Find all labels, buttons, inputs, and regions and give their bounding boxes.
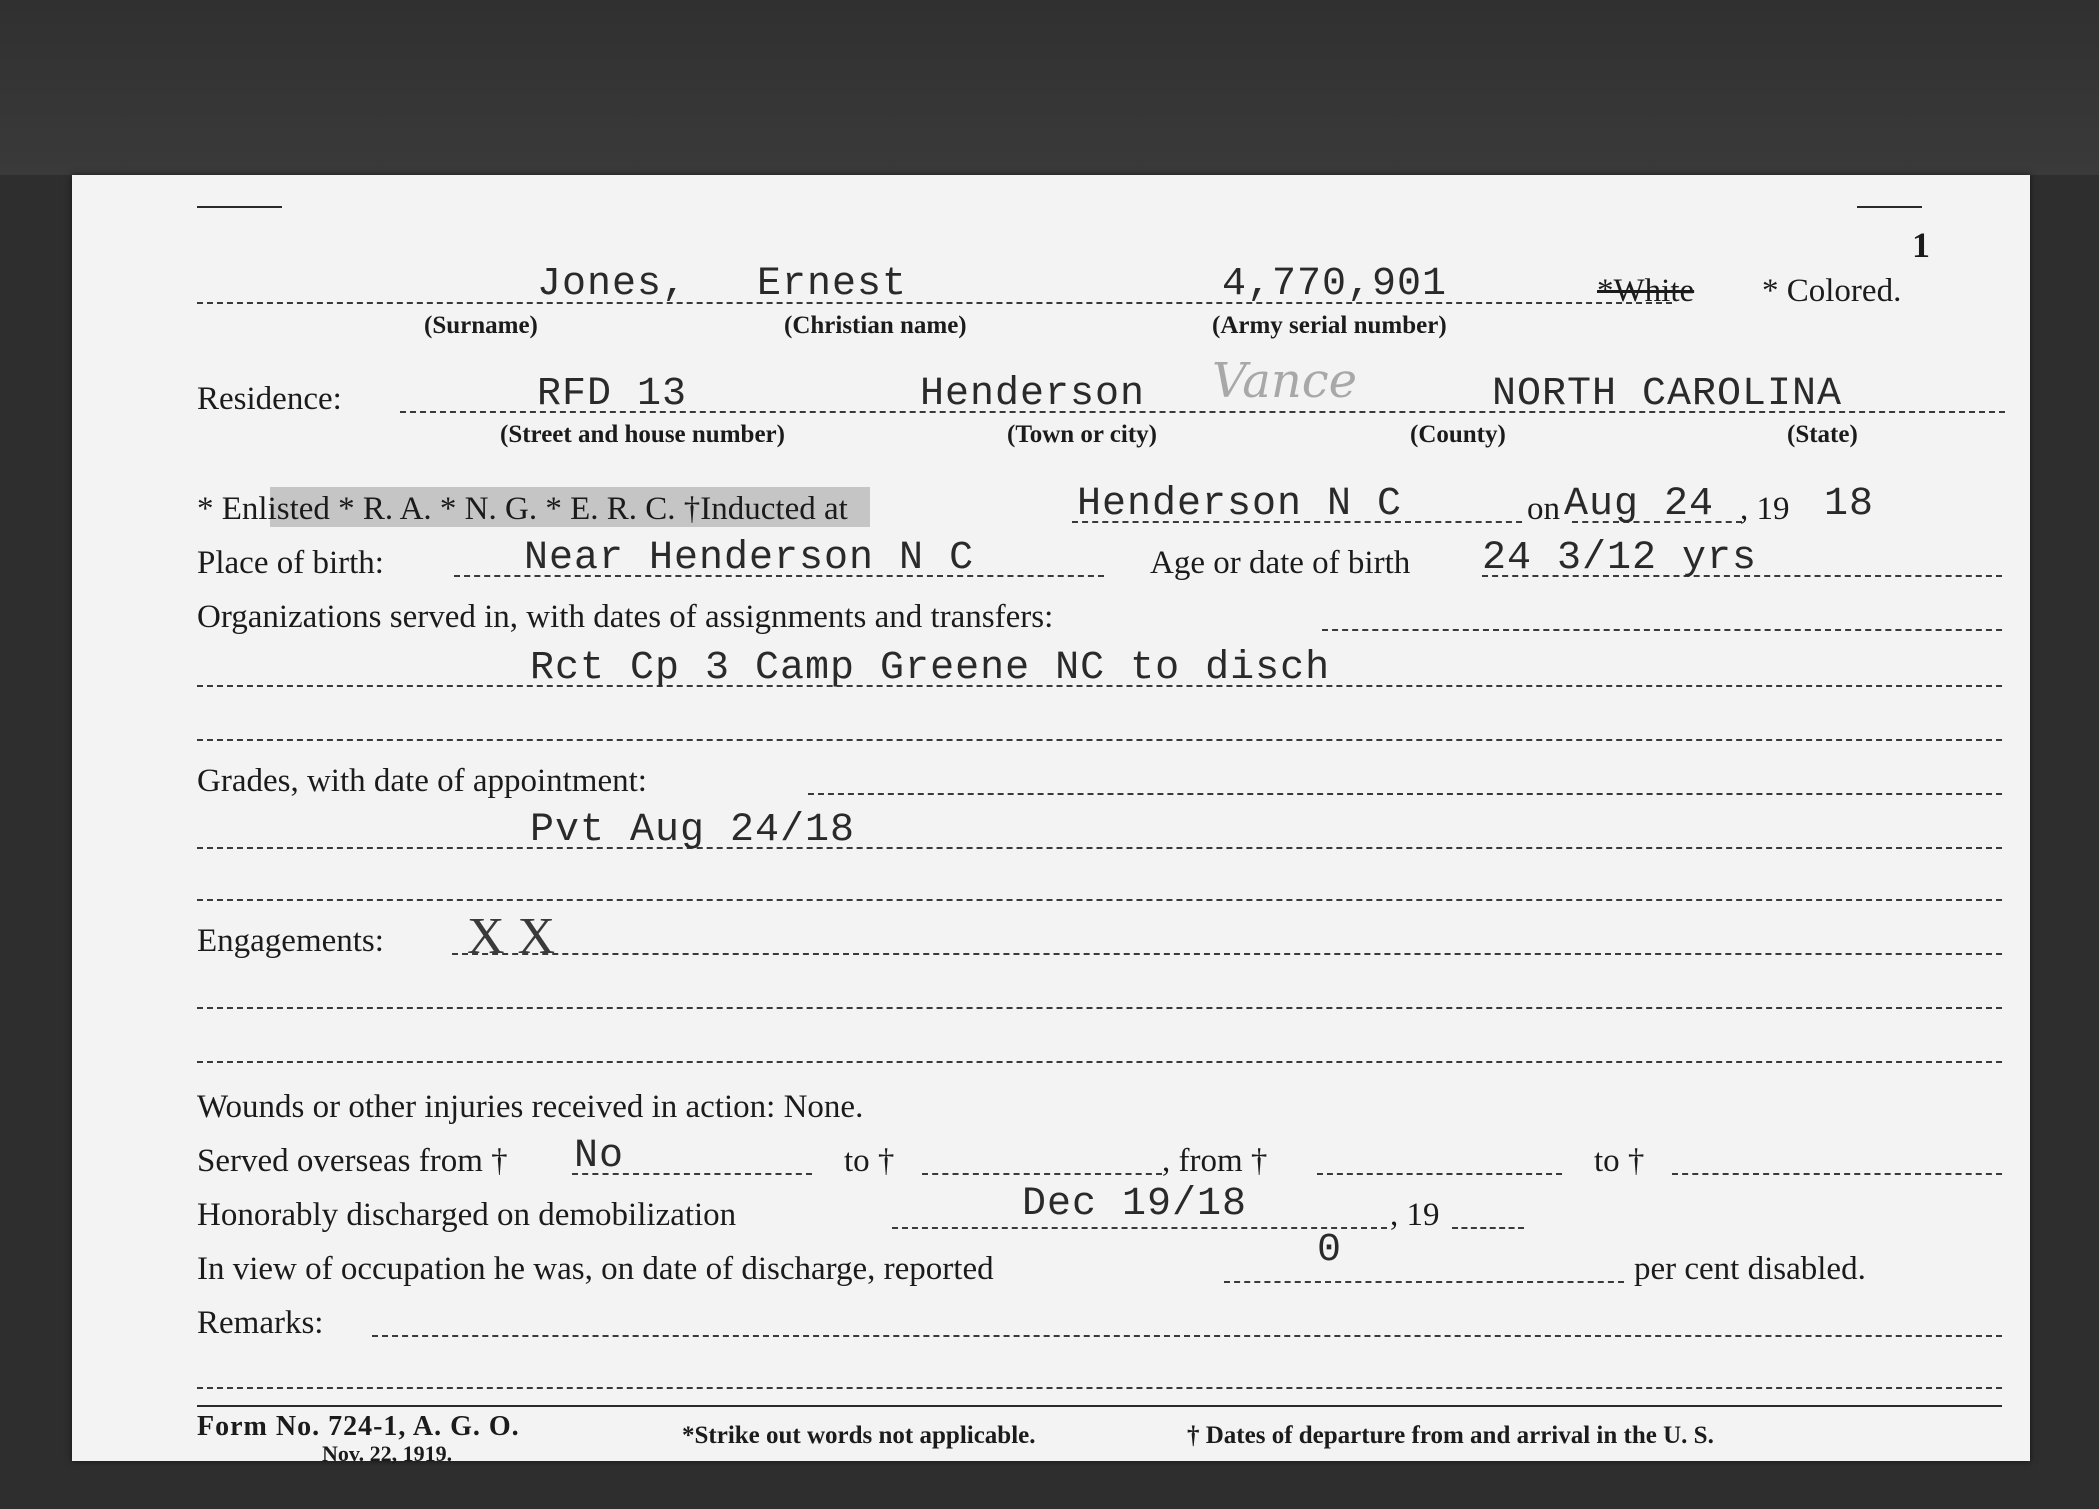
card-number: 1 <box>1912 225 1930 265</box>
age-label: Age or date of birth <box>1150 545 1411 581</box>
discharge-year-suffix: , 19 <box>1390 1197 1440 1233</box>
army-serial-caption: (Army serial number) <box>1212 312 1447 339</box>
age-value: 24 3/12 yrs <box>1482 536 1758 581</box>
engagements-line-2 <box>197 1007 2002 1009</box>
overseas-to-line <box>922 1173 1162 1175</box>
residence-label: Residence: <box>197 381 342 417</box>
overseas-from2-label: , from † <box>1162 1143 1268 1179</box>
overseas-from2-line <box>1317 1173 1562 1175</box>
street-caption: (Street and house number) <box>500 421 785 448</box>
induction-place-value: Henderson N C <box>1077 482 1403 527</box>
organizations-line-3 <box>197 739 2002 741</box>
induction-prefix: * Enlisted * R. A. * N. G. * E. R. C. †Inducted at <box>197 491 848 527</box>
grades-value: Pvt Aug 24/18 <box>530 808 856 853</box>
organizations-value: Rct Cp 3 Camp Greene NC to disch <box>530 646 1331 691</box>
discharge-year-line <box>1452 1227 1524 1229</box>
grades-line-3 <box>197 899 2002 901</box>
discharge-date-line <box>892 1227 1387 1229</box>
grades-label: Grades, with date of appointment: <box>197 763 647 799</box>
residence-town-value: Henderson <box>920 372 1146 417</box>
top-left-rule <box>197 206 282 208</box>
grades-line-2 <box>197 847 2002 849</box>
remarks-label: Remarks: <box>197 1305 324 1341</box>
remarks-line-1 <box>372 1335 2002 1337</box>
engagements-marks: X X <box>467 908 556 965</box>
organizations-line-1 <box>1322 629 2002 631</box>
overseas-label: Served overseas from † <box>197 1143 508 1179</box>
top-right-rule <box>1857 206 1922 208</box>
surname-value: Jones, <box>537 262 688 307</box>
discharge-date-value: Dec 19/18 <box>1022 1182 1248 1227</box>
county-caption: (County) <box>1410 421 1506 448</box>
form-number: Form No. 724-1, A. G. O. <box>197 1411 520 1442</box>
name-line <box>197 302 1672 304</box>
overseas-to2-label: to † <box>1594 1143 1645 1179</box>
overseas-to2-line <box>1672 1173 2002 1175</box>
town-caption: (Town or city) <box>1007 421 1157 448</box>
birth-place-label: Place of birth: <box>197 545 384 581</box>
army-serial-value: 4,770,901 <box>1222 262 1448 307</box>
race-colored: * Colored. <box>1762 273 1902 309</box>
disability-value: 0 <box>1317 1228 1343 1273</box>
engagements-line-3 <box>197 1061 2002 1063</box>
christian-name-caption: (Christian name) <box>784 312 967 339</box>
residence-street-value: RFD 13 <box>537 372 688 417</box>
disability-label: In view of occupation he was, on date of discharge, reported <box>197 1251 994 1287</box>
grades-line-1 <box>808 793 2002 795</box>
organizations-label: Organizations served in, with dates of assignments and transfers: <box>197 599 1054 635</box>
residence-state-value: NORTH CAROLINA <box>1492 372 1843 417</box>
footer-rule <box>197 1405 2002 1407</box>
remarks-line-2 <box>197 1387 2002 1389</box>
residence-county-handwritten: Vance <box>1212 353 1358 409</box>
service-record-card <box>72 175 2030 1466</box>
induction-on-label: on <box>1527 491 1560 527</box>
state-caption: (State) <box>1787 421 1858 448</box>
dagger-note: † Dates of departure from and arrival in the U. S. <box>1187 1422 1714 1449</box>
engagements-label: Engagements: <box>197 923 384 959</box>
disability-line <box>1224 1281 1624 1283</box>
christian-name-value: Ernest <box>757 262 908 307</box>
induction-date-value: Aug 24 <box>1564 482 1715 527</box>
race-white-struck: *White <box>1597 273 1695 309</box>
induction-year-prefix: , 19 <box>1740 491 1790 527</box>
scanner-background <box>0 0 2099 175</box>
surname-caption: (Surname) <box>424 312 538 339</box>
wounds-label: Wounds or other injuries received in action: None. <box>197 1089 864 1125</box>
strike-note: *Strike out words not applicable. <box>682 1422 1036 1449</box>
disability-suffix: per cent disabled. <box>1634 1251 1866 1287</box>
birth-place-value: Near Henderson N C <box>524 536 975 581</box>
form-date: Nov. 22, 1919. <box>322 1441 453 1466</box>
overseas-to-label: to † <box>844 1143 895 1179</box>
discharge-label: Honorably discharged on demobilization <box>197 1197 737 1233</box>
induction-year-value: 18 <box>1824 482 1875 527</box>
engagements-line-1 <box>452 953 2002 955</box>
overseas-from-value: No <box>574 1134 625 1179</box>
